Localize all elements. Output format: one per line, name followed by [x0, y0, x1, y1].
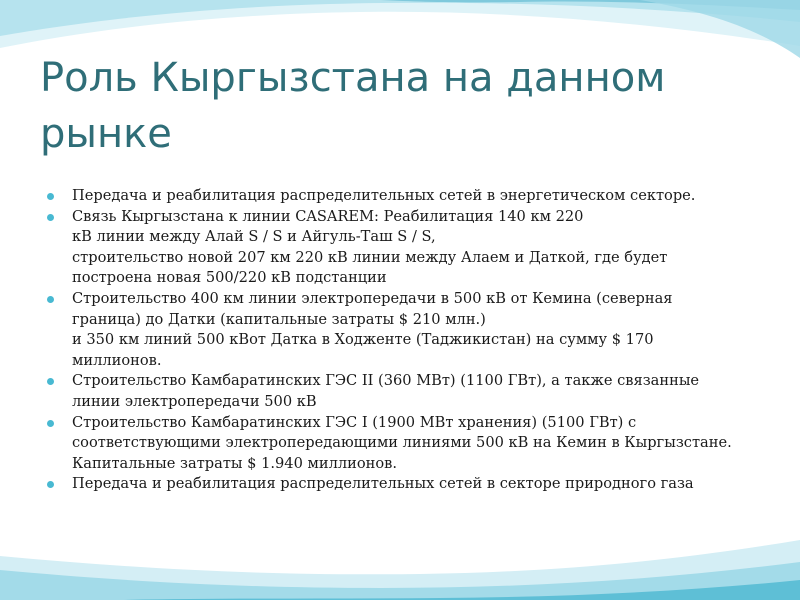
bullet-text: Строительство Камбаратинских ГЭС II (360 МВт) (1100 ГВт), а также связанные линии электропередачи 500 кВ	[72, 372, 700, 410]
bullet-marker	[47, 481, 54, 488]
bullet-item	[45, 474, 745, 495]
bullet-item	[45, 289, 745, 371]
bullet-item	[45, 413, 745, 475]
bullet-item	[45, 371, 745, 412]
bullet-marker	[47, 193, 54, 200]
bullet-text: Строительство 400 км линии электропередачи в 500 кВ от Кемина (северная граница) до Датки (капитальные затраты $ 210 млн.) и 350 км линий 500 кВот Датка в Ходженте (Таджикистан) на сумму $ 170 миллионов.	[72, 289, 673, 369]
bullet-text: Строительство Камбаратинских ГЭС I (1900 МВт хранения) (5100 ГВт) с соответствующими электропередающими линиями 500 кВ на Кемин в Кыргызстане. Капитальные затраты $ 1.940 миллионов.	[72, 413, 732, 472]
bullet-text: Передача и реабилитация распределительных сетей в секторе природного газа	[72, 475, 694, 493]
bullet-marker	[47, 420, 54, 427]
slide-title: Роль Кыргызстана на данном рынке	[40, 55, 666, 157]
bullet-marker	[47, 378, 54, 385]
bullet-item	[45, 207, 745, 289]
bullet-text: Передача и реабилитация распределительных сетей в энергетическом секторе.	[72, 187, 696, 204]
bullet-item	[45, 186, 745, 207]
bullet-marker	[47, 296, 54, 303]
bullet-list	[45, 186, 745, 495]
bullet-text: Связь Кыргызстана к линии CASAREM: Реабилитация 140 км 220 кВ линии между Алай S / S и Айгуль-Таш S / S, строительство новой 207 км 220 кВ линии между Алаем и Даткой, где будет построена новая 500/220 кВ подстанции	[72, 207, 668, 287]
bullet-marker	[47, 214, 54, 221]
